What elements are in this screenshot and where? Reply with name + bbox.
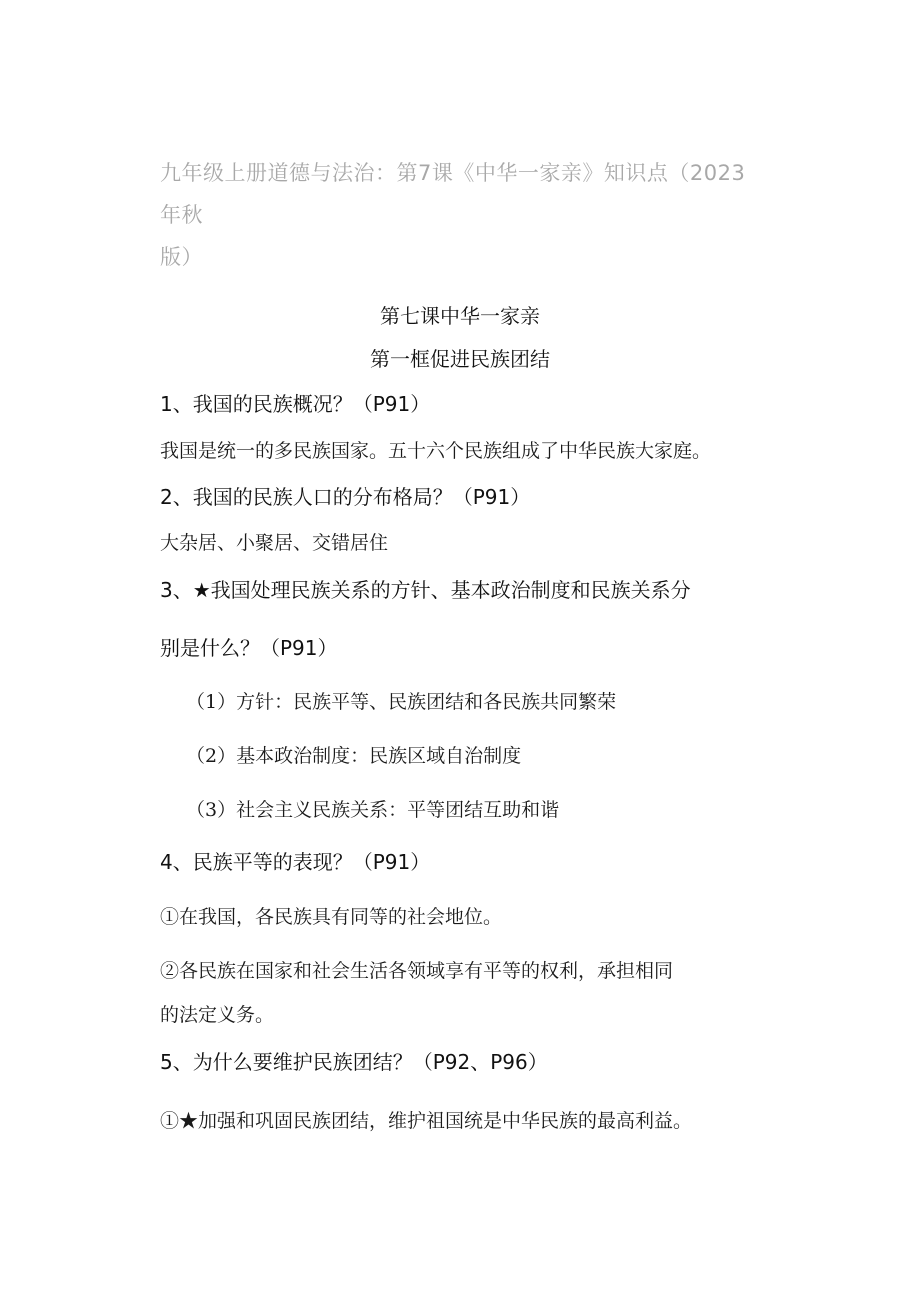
sub-point-1: （1）方针：民族平等、民族团结和各民族共同繁荣: [186, 691, 617, 713]
document-title: [160, 152, 760, 278]
answer-2: 大杂居、小聚居、交错居住: [160, 532, 389, 554]
sub-point-3: （3）社会主义民族关系：平等团结互助和谐: [186, 799, 560, 821]
document-title-line-2: 版）: [160, 245, 203, 269]
point-5-1: ①★加强和巩固民族团结，维护祖国统是中华民族的最高利益。: [160, 1110, 693, 1132]
question-3-line-1: 3、★我国处理民族关系的方针、基本政治制度和民族关系分: [160, 578, 691, 602]
point-4-1: ①在我国，各民族具有同等的社会地位。: [160, 906, 503, 928]
question-2: 2、我国的民族人口的分布格局？（P91）: [160, 485, 531, 509]
question-3-line-2: 别是什么？（P91）: [160, 636, 338, 660]
section-heading: 第一框促进民族团结: [370, 347, 550, 371]
point-4-2-continued: 的法定义务。: [160, 1004, 275, 1026]
lesson-heading: 第七课中华一家亲: [380, 304, 540, 328]
sub-point-2: （2）基本政治制度：民族区域自治制度: [186, 745, 522, 767]
question-5: 5、为什么要维护民族团结？（P92、P96）: [160, 1050, 548, 1074]
point-4-2: ②各民族在国家和社会生活各领域享有平等的权利，承担相同: [160, 960, 674, 982]
question-1: 1、我国的民族概况？（P91）: [160, 392, 431, 416]
answer-1: 我国是统一的多民族国家。五十六个民族组成了中华民族大家庭。: [160, 440, 712, 462]
document-title-line-1: 九年级上册道德与法治：第7课《中华一家亲》知识点（2023年秋: [160, 161, 746, 227]
question-4: 4、民族平等的表现？（P91）: [160, 850, 431, 874]
